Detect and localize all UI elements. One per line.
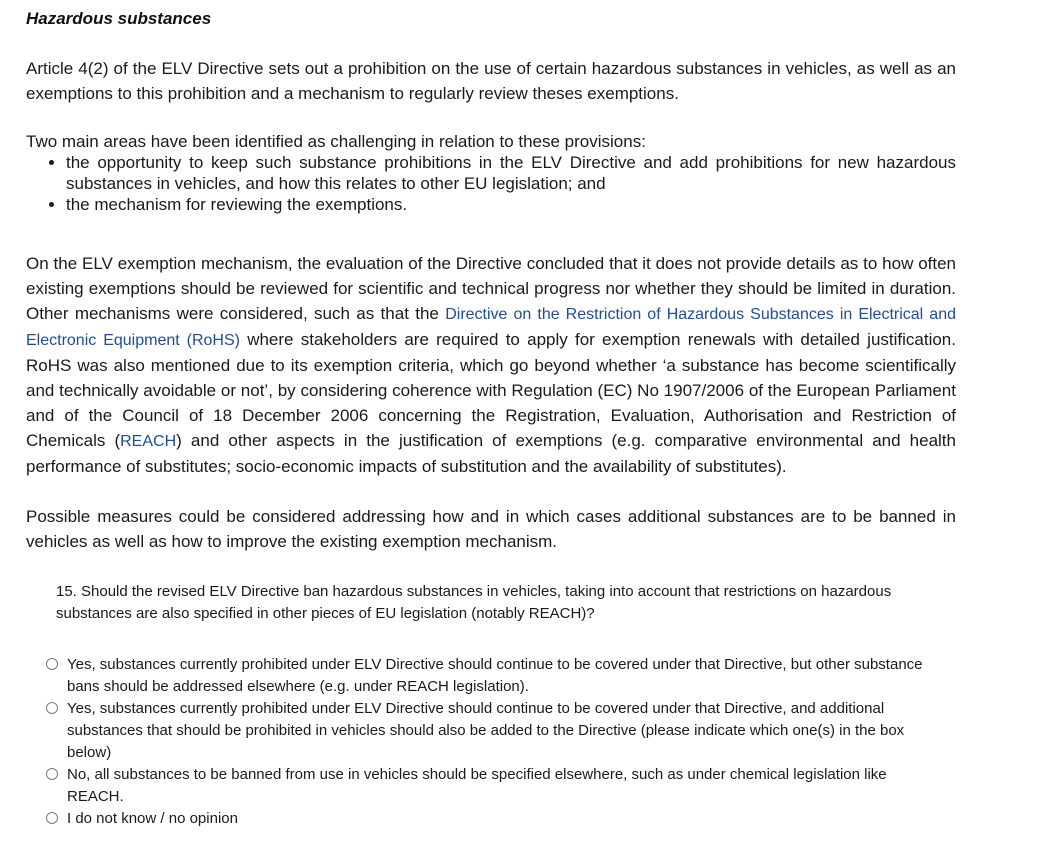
exemption-text-part2: where stakeholders are required to apply for exemption renewals with detailed justification. RoHS was also mentioned due to its exemption criteria, which go beyond whether ‘a substance has become scientifically and technically avoidable or not’, by considering coherence with Regulation (EC) No 1907/2006 of the European Parliament and of the Council of 18 December 2006 concerning the Registration, Evaluation, Authorisation and Restriction of Chemicals (	[26, 330, 956, 450]
question-15-text: 15. Should the revised ELV Directive ban hazardous substances in vehicles, taking into account that restrictions on hazardous substances are also specified in other pieces of EU legislation (notably REACH)?	[56, 583, 892, 622]
radio-button[interactable]	[46, 702, 58, 714]
radio-option-label: I do not know / no opinion	[67, 810, 238, 827]
intro-paragraph: Article 4(2) of the ELV Directive sets out a prohibition on the use of certain hazardous substances in vehicles, as well as an exemptions to this prohibition and a mechanism to regularly review theses exemptions.	[26, 59, 956, 103]
reach-link[interactable]: REACH	[120, 433, 177, 450]
radio-option-label: Yes, substances currently prohibited under ELV Directive should continue to be covered under that Directive, and additional substances that should be prohibited in vehicles should also be added to the Directive (please indicate which one(s) in the box below)	[67, 700, 905, 761]
section-heading: Hazardous substances	[26, 9, 212, 28]
radio-option-keep-elv-add-more[interactable]	[46, 698, 946, 764]
rohs-directive-link[interactable]: Directive on the Restriction of Hazardous Substances in Electrical and Electronic Equipment (RoHS)	[26, 306, 956, 349]
radio-button[interactable]	[46, 812, 58, 824]
areas-list	[26, 152, 956, 215]
document-page	[26, 0, 956, 830]
radio-button[interactable]	[46, 658, 58, 670]
measures-paragraph: Possible measures could be considered addressing how and in which cases additional substances are to be banned in vehicles as well as how to improve the existing exemption mechanism.	[26, 507, 956, 551]
radio-option-all-elsewhere[interactable]	[46, 764, 946, 808]
question-15-options	[46, 654, 946, 830]
radio-option-no-opinion[interactable]	[46, 808, 946, 830]
exemption-paragraph	[26, 251, 956, 479]
radio-option-label: Yes, substances currently prohibited under ELV Directive should continue to be covered under that Directive, but other substance bans should be addressed elsewhere (e.g. under REACH legislation).	[67, 656, 923, 695]
radio-button[interactable]	[46, 768, 58, 780]
list-item: • the mechanism for reviewing the exemptions.	[66, 194, 956, 215]
list-item: • the opportunity to keep such substance prohibitions in the ELV Directive and add prohibitions for new hazardous substances in vehicles, and how this relates to other EU legislation; and	[66, 152, 956, 194]
radio-option-label: No, all substances to be banned from use in vehicles should be specified elsewhere, such as under chemical legislation like REACH.	[67, 766, 887, 805]
radio-option-keep-elv-others-elsewhere[interactable]	[46, 654, 946, 698]
exemption-text-part1: On the ELV exemption mechanism, the evaluation of the Directive concluded that it does not provide details as to how often existing exemptions should be reviewed for scientific and technical progress nor whether they should be limited in duration. Other mechanisms were considered, such as that the	[26, 254, 956, 323]
areas-lead-text: Two main areas have been identified as challenging in relation to these provisions:	[26, 132, 646, 151]
exemption-text-part3: ) and other aspects in the justification of exemptions (e.g. comparative environmental and health performance of substitutes; socio-economic impacts of substitution and the availability of substitutes).	[26, 431, 956, 476]
